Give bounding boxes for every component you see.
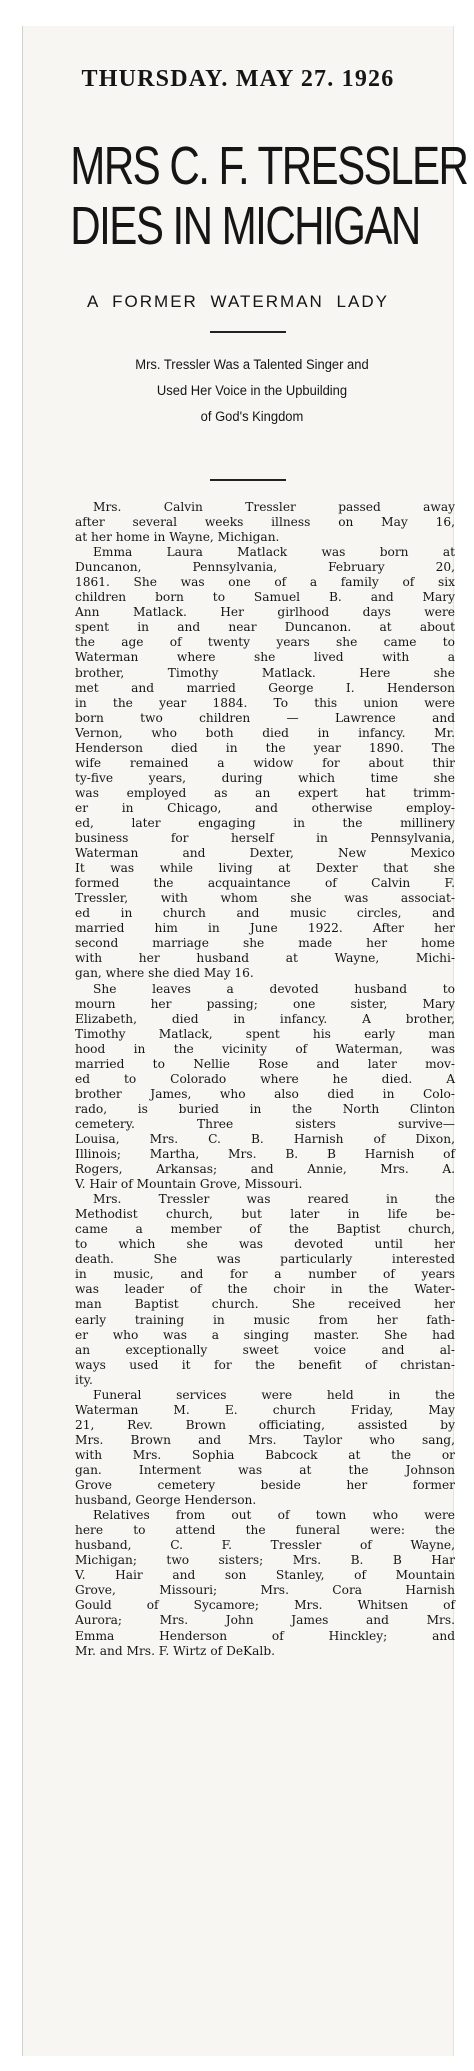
article-line: was employed as an expert hat trimm- bbox=[75, 785, 455, 800]
article-line: in the year 1884. To this union were bbox=[75, 695, 455, 710]
article-line: Duncanon, Pennsylvania, February 20, bbox=[75, 560, 455, 575]
subheadline: A FORMER WATERMAN LADY bbox=[87, 292, 389, 311]
article-line: Ann Matlack. Her girlhood days were bbox=[75, 605, 455, 620]
article-line: business for herself in Pennsylvania, bbox=[75, 831, 455, 846]
article-line: Louisa, Mrs. C. B. Harnish of Dixon, bbox=[75, 1131, 455, 1146]
article-line: with her husband at Wayne, Michi- bbox=[75, 951, 455, 966]
article-line: ed to Colorado where he died. A bbox=[75, 1071, 455, 1086]
headline-line-2: DIES IN MICHIGAN bbox=[70, 196, 420, 256]
article-line: husband, George Henderson. bbox=[75, 1493, 257, 1508]
article-body bbox=[75, 500, 455, 1659]
article-line: Waterman and Dexter, New Mexico bbox=[75, 846, 455, 861]
deck bbox=[71, 352, 434, 430]
article-line: gan, where she died May 16. bbox=[75, 966, 254, 981]
article-line: Mr. and Mrs. F. Wirtz of DeKalb. bbox=[75, 1643, 275, 1658]
article-line: ed in church and music circles, and bbox=[75, 906, 455, 921]
article-line: married to Nellie Rose and later mov- bbox=[75, 1056, 455, 1071]
article-line: met and married George I. Henderson bbox=[75, 680, 455, 695]
article-line: second marriage she made her home bbox=[75, 936, 455, 951]
article-line: here to attend the funeral were: the bbox=[75, 1523, 455, 1538]
article-line: husband, C. F. Tressler of Wayne, bbox=[75, 1538, 455, 1553]
dateline: THURSDAY. MAY 27. 1926 bbox=[81, 66, 395, 92]
article-line: the age of twenty years she came to bbox=[75, 635, 455, 650]
article-line: V. Hair and son Stanley, of Mountain bbox=[75, 1568, 455, 1583]
article-line: to which she was devoted until her bbox=[75, 1237, 455, 1252]
headline-line-1: MRS C. F. TRESSLER bbox=[70, 136, 468, 196]
article-line: Methodist church, but later in life be- bbox=[75, 1207, 455, 1222]
article-line: brother James, who also died in Colo- bbox=[75, 1086, 455, 1101]
article-line: She leaves a devoted husband to bbox=[93, 981, 455, 996]
article-line: after several weeks illness on May 16, bbox=[75, 515, 455, 530]
article-line: ed, later engaging in the millinery bbox=[75, 815, 455, 830]
deck-line: Used Her Voice in the Upbuilding bbox=[156, 383, 348, 398]
article-line: Elizabeth, died in infancy. A brother, bbox=[75, 1011, 455, 1026]
article-line: man Baptist church. She received her bbox=[75, 1297, 455, 1312]
article-line: was leader of the choir in the Water- bbox=[75, 1282, 455, 1297]
article-line: ity. bbox=[75, 1372, 93, 1387]
article-line: Rogers, Arkansas; and Annie, Mrs. A. bbox=[75, 1162, 455, 1177]
article-line: in music, and for a number of years bbox=[75, 1267, 455, 1282]
article-line: Relatives from out of town who were bbox=[93, 1508, 455, 1523]
article-line: It was while living at Dexter that she bbox=[75, 861, 455, 876]
article-line: Michigan; two sisters; Mrs. B. B Har bbox=[75, 1553, 455, 1568]
article-line: Mrs. Tressler was reared in the bbox=[93, 1192, 455, 1207]
article-line: Funeral services were held in the bbox=[93, 1387, 455, 1402]
article-line: gan. Interment was at the Johnson bbox=[75, 1463, 455, 1477]
divider-rule bbox=[210, 479, 286, 481]
article-line: er in Chicago, and otherwise employ- bbox=[75, 800, 455, 815]
article-line: Gould of Sycamore; Mrs. Whitsen of bbox=[75, 1598, 455, 1613]
article-line: Waterman where she lived with a bbox=[75, 650, 455, 665]
article-line: brother, Timothy Matlack. Here she bbox=[75, 665, 455, 680]
article-line: Emma Laura Matlack was born at bbox=[93, 545, 455, 560]
article-line: married him in June 1922. After her bbox=[75, 921, 455, 936]
article-line: hood in the vicinity of Waterman, was bbox=[75, 1041, 455, 1056]
article-line: Vernon, who both died in infancy. Mr. bbox=[75, 725, 455, 740]
article-line: ways used it for the benefit of christan- bbox=[75, 1357, 455, 1372]
article-line: came a member of the Baptist church, bbox=[75, 1222, 455, 1237]
article-line: rado, is buried in the North Clinton bbox=[75, 1101, 455, 1116]
deck-line: Mrs. Tressler Was a Talented Singer and bbox=[135, 357, 369, 372]
article-line: Timothy Matlack, spent his early man bbox=[75, 1026, 455, 1041]
article-line: Grove cemetery beside her former bbox=[75, 1478, 455, 1493]
article-line: with Mrs. Sophia Babcock at the or bbox=[75, 1447, 455, 1462]
article-line: born two children — Lawrence and bbox=[75, 710, 455, 725]
article-line: Emma Henderson of Hinckley; and bbox=[75, 1628, 455, 1643]
article-line: Mrs. Calvin Tressler passed away bbox=[93, 500, 455, 514]
article-line: formed the acquaintance of Calvin F. bbox=[75, 876, 455, 891]
article-line: cemetery. Three sisters survive— bbox=[75, 1116, 455, 1131]
article-line: an exceptionally sweet voice and al- bbox=[75, 1342, 455, 1357]
article-line: at her home in Wayne, Michigan. bbox=[75, 530, 280, 545]
article-line: 21, Rev. Brown officiating, assisted by bbox=[75, 1417, 455, 1432]
article-line: Tressler, with whom she was associat- bbox=[75, 891, 455, 906]
article-line: Aurora; Mrs. John James and Mrs. bbox=[75, 1613, 455, 1628]
article-line: death. She was particularly interested bbox=[75, 1252, 455, 1267]
article-line: spent in and near Duncanon. at about bbox=[75, 620, 455, 635]
deck-line: of God's Kingdom bbox=[200, 409, 304, 424]
article-line: Grove, Missouri; Mrs. Cora Harnish bbox=[75, 1583, 455, 1598]
article-line: Henderson died in the year 1890. The bbox=[75, 740, 455, 755]
article-line: Illinois; Martha, Mrs. B. B Harnish of bbox=[75, 1147, 455, 1162]
article-line: Mrs. Brown and Mrs. Taylor who sang, bbox=[75, 1432, 455, 1447]
article-line: wife remained a widow for about thir bbox=[75, 755, 455, 770]
article-line: children born to Samuel B. and Mary bbox=[75, 590, 455, 605]
newspaper-clipping bbox=[22, 26, 468, 2056]
article-line: Waterman M. E. church Friday, May bbox=[75, 1402, 455, 1417]
article-line: early training in music from her fath- bbox=[75, 1312, 455, 1327]
article-line: V. Hair of Mountain Grove, Missouri. bbox=[75, 1177, 303, 1192]
divider-rule bbox=[210, 331, 286, 333]
article-line: ty-five years, during which time she bbox=[75, 770, 455, 785]
article-line: er who was a singing master. She had bbox=[75, 1327, 455, 1342]
article-line: 1861. She was one of a family of six bbox=[75, 575, 455, 590]
article-line: mourn her passing; one sister, Mary bbox=[75, 996, 455, 1011]
